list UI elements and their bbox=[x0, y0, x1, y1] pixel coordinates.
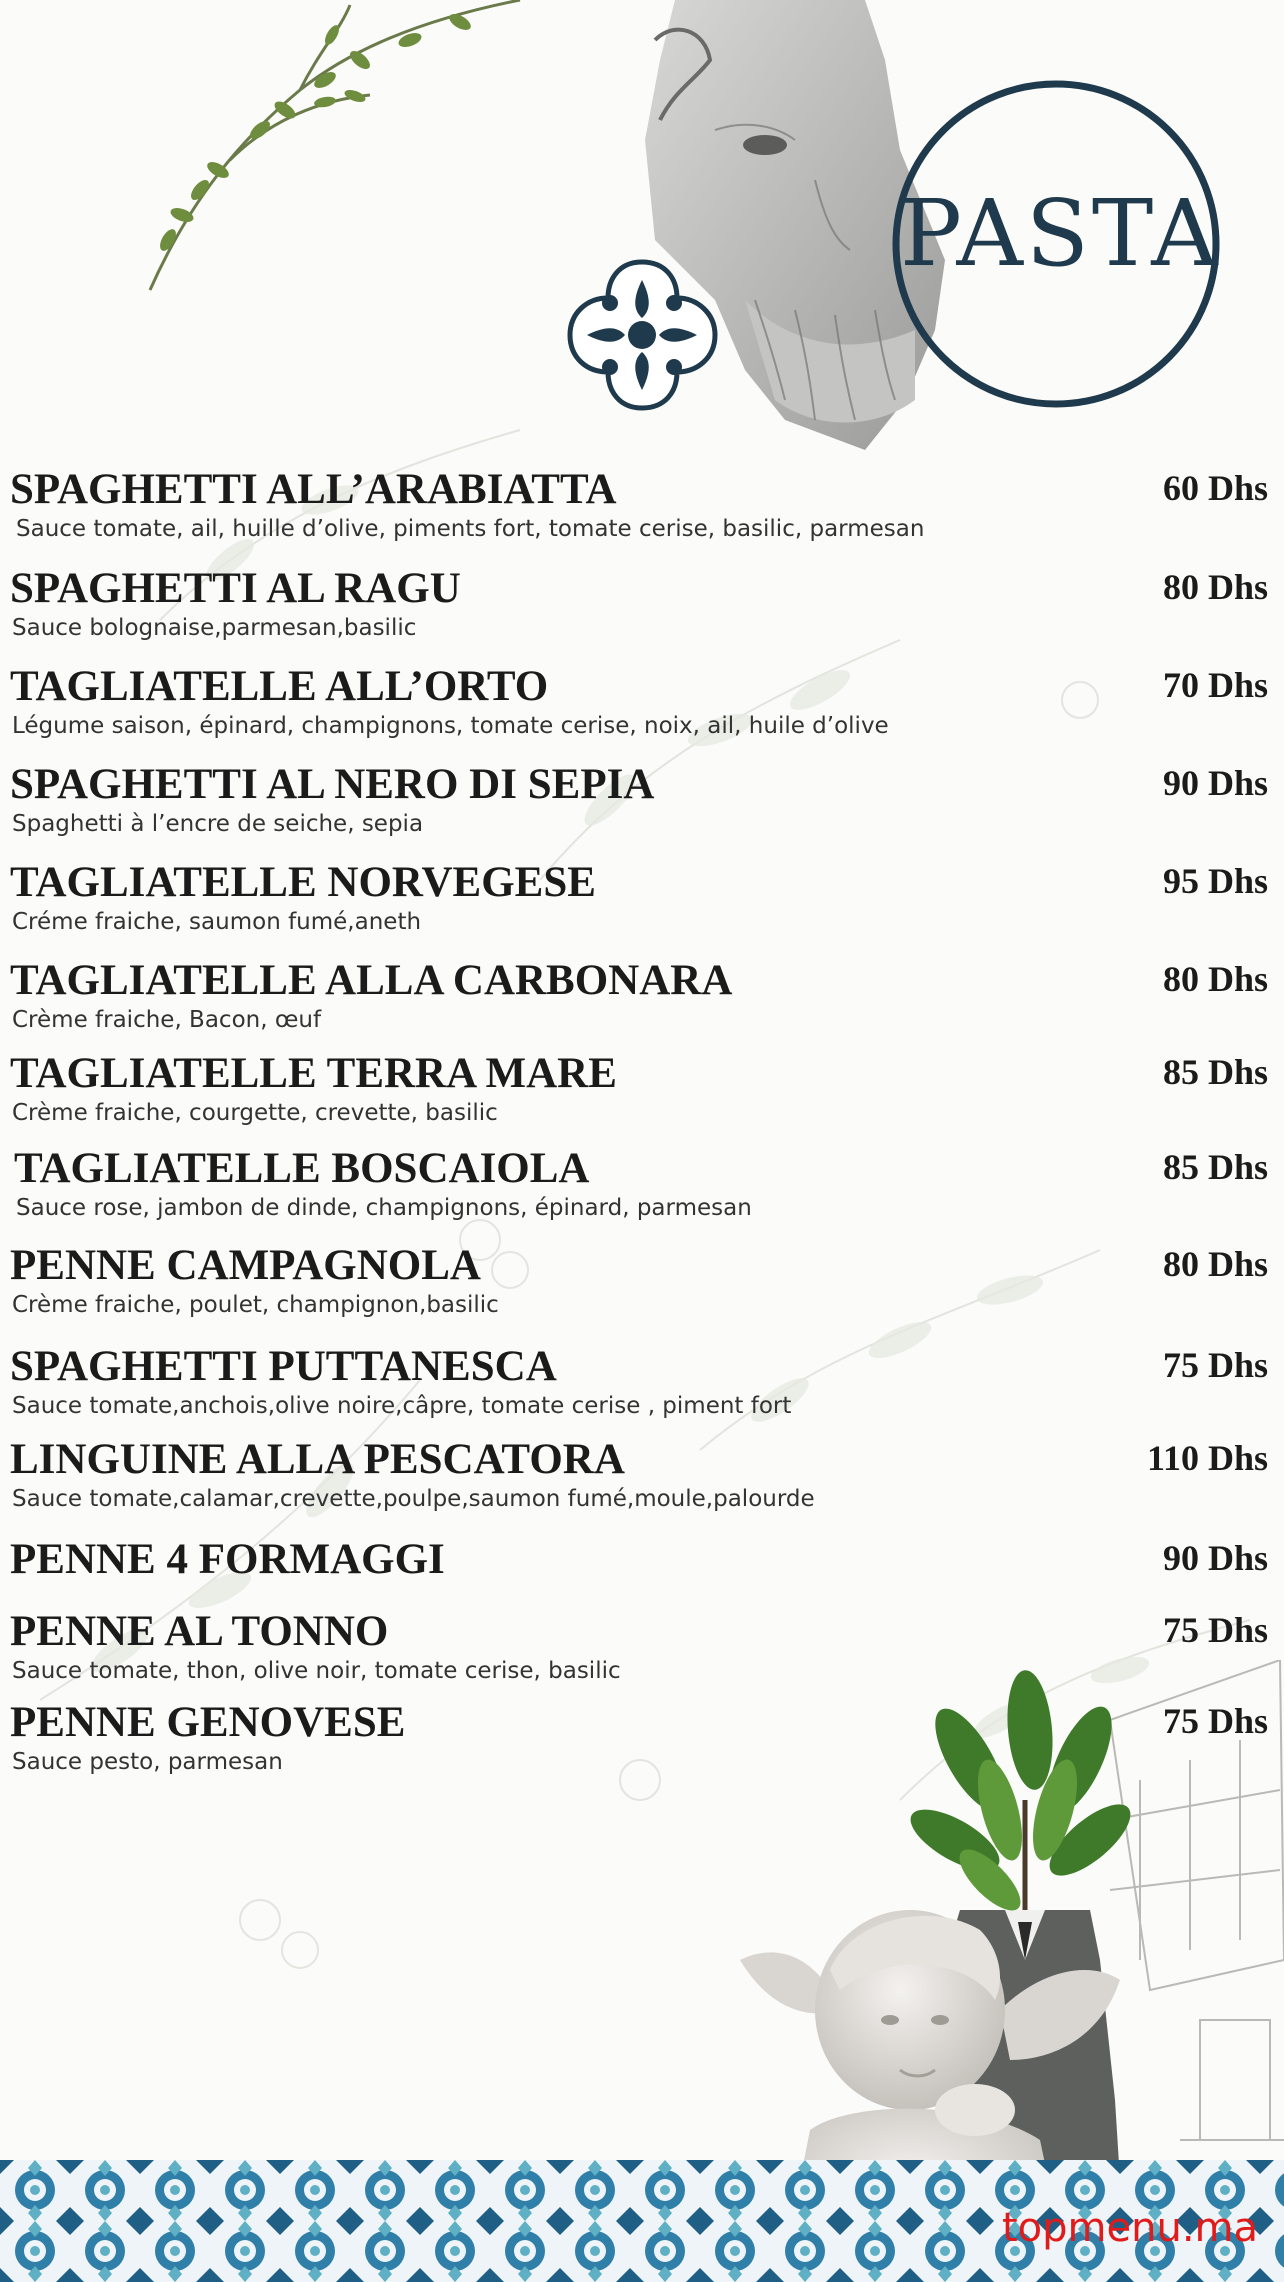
dish-name: PENNE 4 FORMAGGI bbox=[10, 1536, 445, 1583]
dish-price: 90 Dhs bbox=[1162, 1538, 1268, 1578]
dish-description: Crème fraiche, poulet, champignon,basilic bbox=[12, 1292, 499, 1318]
dish-name: TAGLIATELLE BOSCAIOLA bbox=[14, 1145, 590, 1192]
dish-name: TAGLIATELLE ALL’ORTO bbox=[10, 663, 549, 710]
dish-price: 75 Dhs bbox=[1162, 1610, 1268, 1650]
dish-price: 95 Dhs bbox=[1162, 861, 1268, 901]
dish-price: 70 Dhs bbox=[1162, 665, 1268, 705]
dish-price: 75 Dhs bbox=[1162, 1345, 1268, 1385]
dish-name: SPAGHETTI AL NERO DI SEPIA bbox=[10, 761, 655, 808]
dish-description: Sauce bolognaise,parmesan,basilic bbox=[12, 615, 417, 641]
dish-description: Crème fraiche, courgette, crevette, basilic bbox=[12, 1100, 498, 1126]
dish-description: Sauce rose, jambon de dinde, champignons, épinard, parmesan bbox=[16, 1195, 752, 1221]
dish-name: SPAGHETTI ALL’ARABIATTA bbox=[10, 466, 617, 513]
dish-name: TAGLIATELLE NORVEGESE bbox=[10, 859, 596, 906]
dish-name: TAGLIATELLE TERRA MARE bbox=[10, 1050, 617, 1097]
dish-price: 90 Dhs bbox=[1162, 763, 1268, 803]
ornamental-tile-icon bbox=[565, 258, 720, 413]
dish-description: Sauce tomate, thon, olive noir, tomate cerise, basilic bbox=[12, 1658, 621, 1684]
dish-description: Créme fraiche, saumon fumé,aneth bbox=[12, 909, 422, 935]
dish-name: TAGLIATELLE ALLA CARBONARA bbox=[10, 957, 733, 1004]
dish-price: 85 Dhs bbox=[1162, 1147, 1268, 1187]
thyme-sprig-illustration bbox=[120, 0, 580, 310]
page-title: PASTA bbox=[900, 180, 1221, 287]
dish-name: LINGUINE ALLA PESCATORA bbox=[10, 1436, 625, 1483]
dish-description: Sauce tomate,calamar,crevette,poulpe,saumon fumé,moule,palourde bbox=[12, 1486, 815, 1512]
dish-price: 80 Dhs bbox=[1162, 567, 1268, 607]
dish-name: PENNE GENOVESE bbox=[10, 1699, 406, 1746]
dish-price: 80 Dhs bbox=[1162, 1244, 1268, 1284]
dish-price: 110 Dhs bbox=[1146, 1438, 1268, 1478]
dish-description: Sauce tomate,anchois,olive noire,câpre, tomate cerise , piment fort bbox=[12, 1393, 792, 1419]
dish-name: PENNE AL TONNO bbox=[10, 1608, 389, 1655]
dish-name: SPAGHETTI AL RAGU bbox=[10, 565, 461, 612]
dish-description: Sauce pesto, parmesan bbox=[12, 1749, 283, 1775]
dish-description: Crème fraiche, Bacon, œuf bbox=[12, 1007, 322, 1033]
dish-price: 60 Dhs bbox=[1162, 468, 1268, 508]
dish-name: PENNE CAMPAGNOLA bbox=[10, 1242, 481, 1289]
watermark-text: topmenu.ma bbox=[1002, 2205, 1259, 2251]
dish-price: 80 Dhs bbox=[1162, 959, 1268, 999]
dish-name: SPAGHETTI PUTTANESCA bbox=[10, 1343, 557, 1390]
dish-description: Sauce tomate, ail, huille d’olive, piments fort, tomate cerise, basilic, parmesan bbox=[16, 516, 925, 542]
dish-description: Légume saison, épinard, champignons, tomate cerise, noix, ail, huile d’olive bbox=[12, 713, 889, 739]
dish-price: 85 Dhs bbox=[1162, 1052, 1268, 1092]
dish-price: 75 Dhs bbox=[1162, 1701, 1268, 1741]
dish-description: Spaghetti à l’encre de seiche, sepia bbox=[12, 811, 424, 837]
